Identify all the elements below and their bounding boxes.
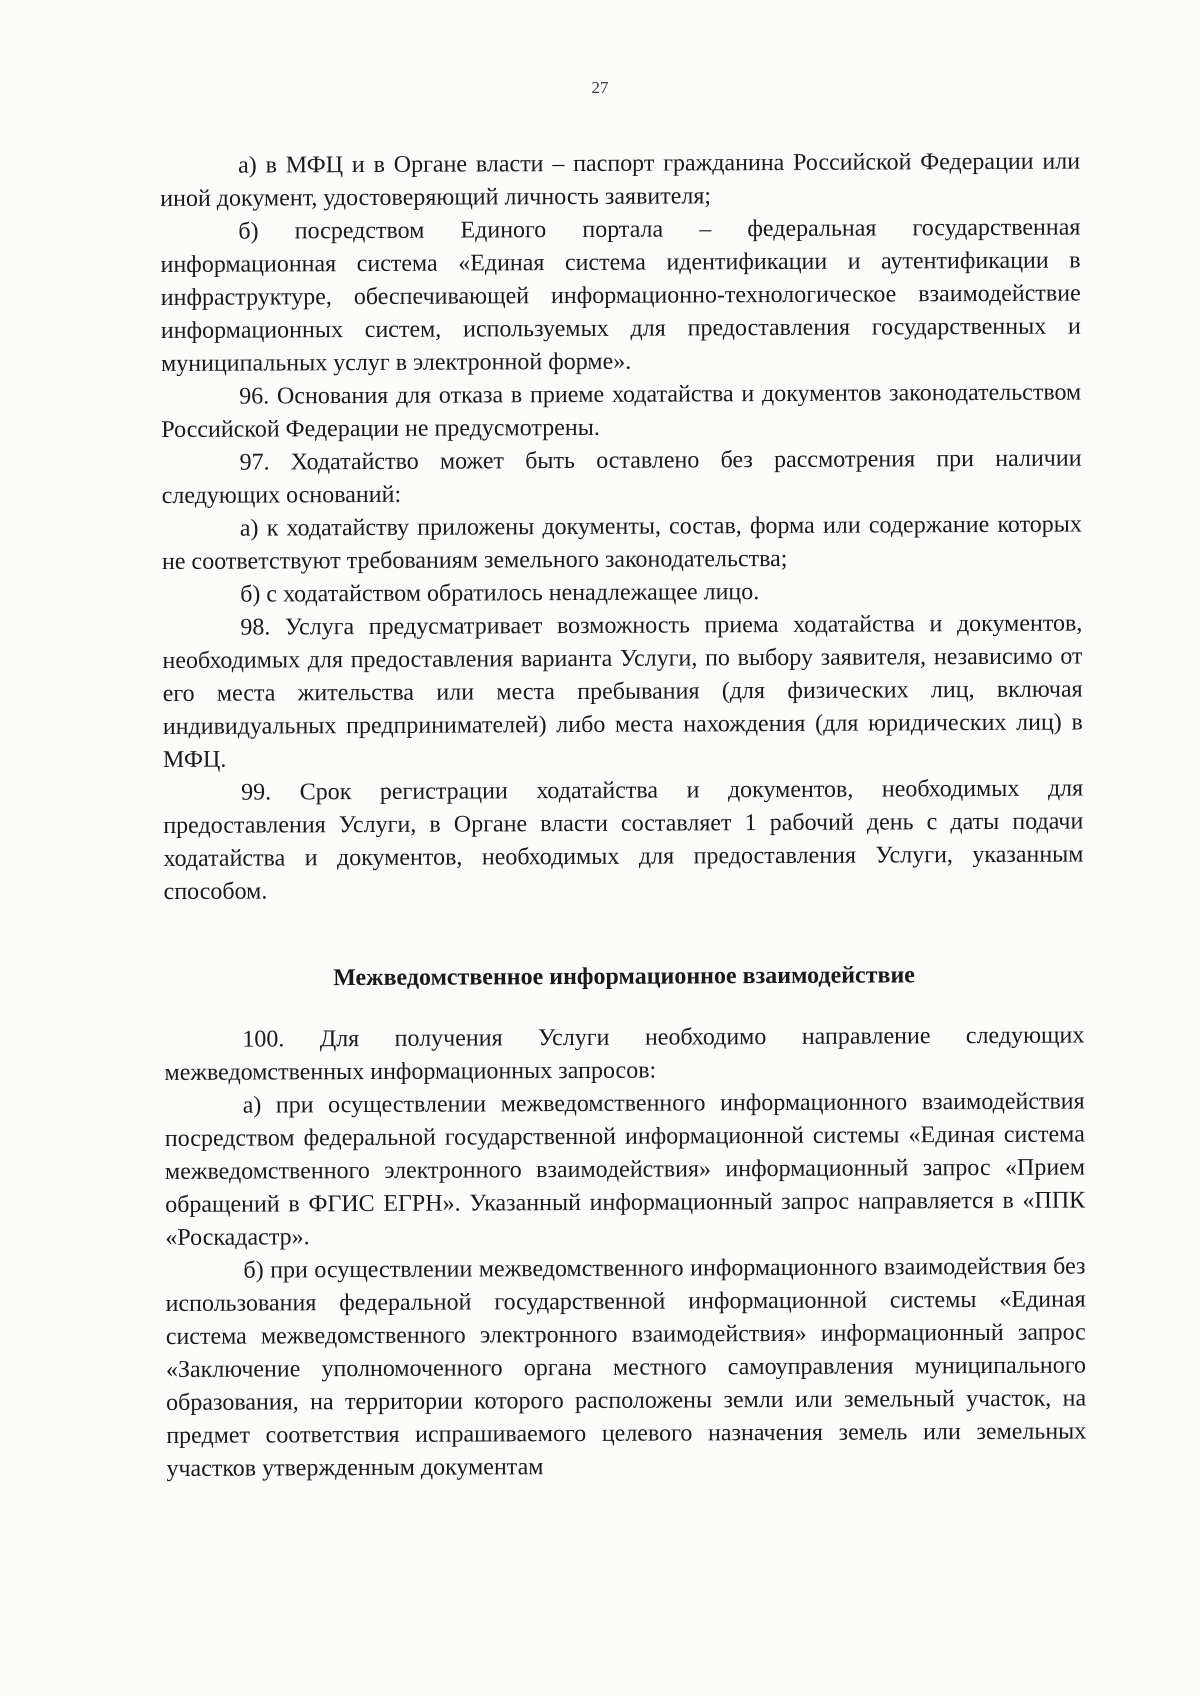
paragraph-99: 99. Срок регистрации ходатайства и документов, необходимых для предоставления Услуги, в Органе власти составляет 1 рабочий день с даты подачи ходатайства и документов, необходимых для предоставления Услуги, указанным способом. xyxy=(163,775,1084,905)
paragraph-esia: б) посредством Единого портала – федеральная государственная информационная система «Единая система идентификации и аутентификации в инфраструктуре, обеспечивающей информационно-технологическое взаимодействие информационных систем, используемых для предоставления государственных и муниципальных услуг в электронной форме». xyxy=(160,214,1081,377)
document-body xyxy=(160,146,1087,1486)
paragraph-100-a: а) при осуществлении межведомственного информационного взаимодействия посредством федеральной государственной информационной системы «Единая система межведомственного электронного взаимодействия» информационный запрос «Прием обращений в ФГИС ЕГРН». Указанный информационный запрос направляется в «ППК «Роскадастр». xyxy=(164,1088,1086,1251)
paragraph-100-b: б) при осуществлении межведомственного информационного взаимодействия без использования федеральной государственной информационной системы «Единая система межведомственного электронного взаимодействия» информационный запрос «Заключение уполномоченного органа местного самоуправления муниципального образования, на территории которого расположены земли или земельный участок, на предмет соответствия испрашиваемого целевого назначения земель или земельных участков утвержденным документам xyxy=(165,1253,1087,1482)
paragraph-98: 98. Услуга предусматривает возможность приема ходатайства и документов, необходимых для предоставления варианта Услуги, по выбору заявителя, независимо от его места жительства или места пребывания (для физических лиц, включая индивидуальных предпринимателей) либо места нахождения (для юридических лиц) в МФЦ. xyxy=(162,610,1083,773)
page-number: 27 xyxy=(591,78,609,97)
paragraph-97: 97. Ходатайство может быть оставлено без рассмотрения при наличии следующих оснований: xyxy=(161,445,1082,509)
paragraph-97-a: а) к ходатайству приложены документы, состав, форма или содержание которых не соответствуют требованиям земельного законодательства; xyxy=(161,511,1082,575)
section-gap xyxy=(164,904,1084,932)
paragraph-97-b: б) с ходатайством обратилось ненадлежащее лицо. xyxy=(240,579,760,608)
section-heading: Межведомственное информационное взаимодействие xyxy=(333,962,915,992)
paragraph-passport: а) в МФЦ и в Органе власти – паспорт гражданина Российской Федерации или иной документ, удостоверяющий личность заявителя; xyxy=(160,148,1081,212)
paragraph-100: 100. Для получения Услуги необходимо направление следующих межведомственных информационных запросов: xyxy=(164,1022,1085,1086)
paragraph-96: 96. Основания для отказа в приеме ходатайства и документов законодательством Российской Федерации не предусмотрены. xyxy=(161,379,1082,443)
